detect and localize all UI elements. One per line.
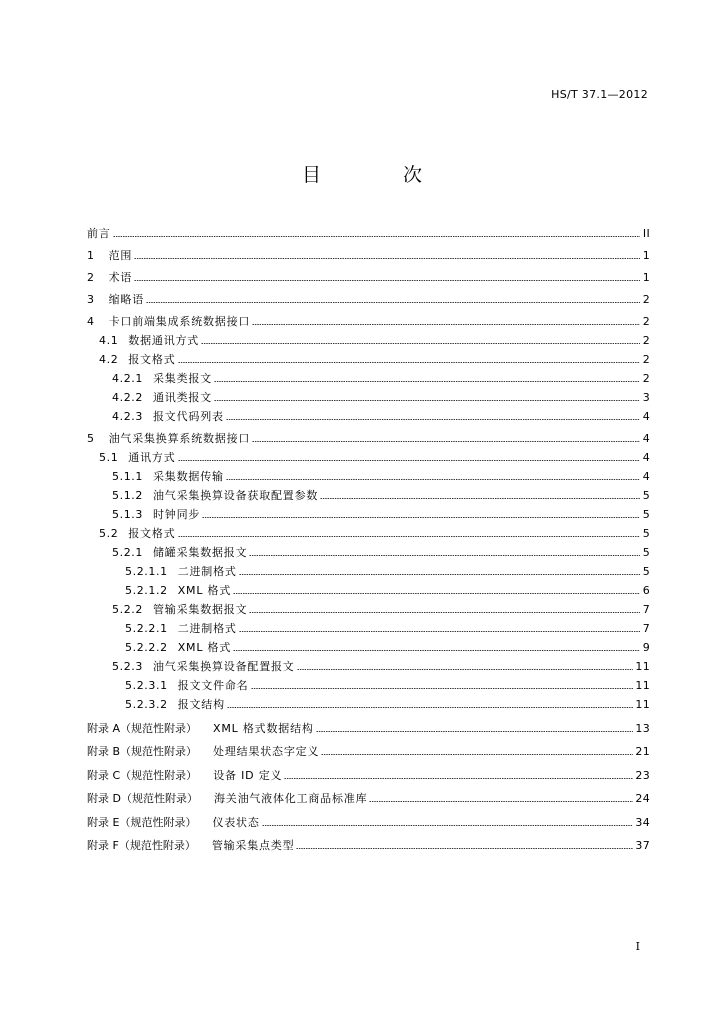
toc-entry-title: 二进制格式	[177, 622, 237, 635]
toc-entry-title: XML 格式	[177, 641, 232, 654]
toc-entry[interactable]	[87, 758, 650, 782]
dot-leader	[321, 753, 633, 756]
dot-leader	[249, 554, 640, 557]
toc-entry-title: 数据通讯方式	[128, 334, 200, 347]
toc-entry-title: 储罐采集数据报文	[153, 546, 248, 559]
toc-entry[interactable]	[87, 385, 650, 404]
dot-leader	[227, 706, 634, 709]
toc-entry-number: 5.2.1.1	[125, 565, 168, 578]
toc-entry-number: 5.2.2.2	[125, 641, 168, 654]
toc-entry-title: 通讯方式	[128, 451, 176, 464]
toc-entry-number: 5	[87, 432, 95, 445]
toc-entry[interactable]	[87, 782, 650, 806]
toc-entry-page: 5	[642, 508, 650, 521]
dot-leader	[201, 342, 640, 345]
toc-entry-page: 5	[642, 565, 650, 578]
toc-entry-number: 4	[87, 315, 95, 328]
toc-entry-page: 2	[642, 372, 650, 385]
dot-leader	[226, 418, 640, 421]
toc-entry-title: 设备 ID 定义	[213, 768, 283, 782]
toc-entry-title: 处理结果状态字定义	[213, 745, 320, 758]
toc-entry-page: 2	[642, 293, 650, 306]
toc-entry-page: 34	[635, 815, 650, 829]
toc-entry-number: 5.2.2	[112, 603, 143, 616]
toc-entry-number: 1	[87, 249, 95, 262]
toc-entry[interactable]	[87, 306, 650, 328]
toc-entry-title: 报文格式	[128, 353, 176, 366]
toc-entry[interactable]	[87, 284, 650, 306]
toc-entry[interactable]	[87, 328, 650, 347]
toc-entry-number: 附录 E（规范性附录）	[87, 815, 197, 829]
toc-entry-page: 1	[642, 249, 650, 262]
toc-entry-page: 2	[642, 315, 650, 328]
toc-entry-number: 附录 C（规范性附录）	[87, 768, 198, 782]
dot-leader	[202, 516, 640, 519]
toc-entry-title: 卡口前端集成系统数据接口	[108, 315, 251, 328]
standard-code: HS/T 37.1—2012	[551, 88, 648, 101]
dot-leader	[226, 478, 640, 481]
dot-leader	[369, 800, 633, 803]
toc-entry[interactable]	[87, 829, 650, 853]
toc-entry-page: 24	[635, 792, 650, 805]
dot-leader	[239, 573, 640, 576]
toc-entry-number: 5.2.3.2	[125, 698, 168, 711]
toc-entry-page: 5	[642, 527, 650, 540]
dot-leader	[233, 592, 640, 595]
toc-entry[interactable]	[87, 635, 650, 654]
toc-entry-title: 油气采集换算系统数据接口	[108, 432, 251, 445]
dot-leader	[178, 459, 641, 462]
dot-leader	[214, 399, 640, 402]
toc-entry-number: 附录 D（规范性附录）	[87, 792, 198, 805]
toc-entry-title: 仪表状态	[212, 815, 260, 829]
toc-entry-page: 21	[635, 745, 650, 758]
dot-leader	[113, 235, 640, 238]
toc-entry-title: 前言	[87, 227, 111, 240]
dot-leader	[239, 630, 640, 633]
toc-entry-number: 5.2.1	[112, 546, 143, 559]
toc-entry-title: 油气采集换算设备配置报文	[153, 660, 295, 673]
toc-entry-number: 附录 A（规范性附录）	[87, 721, 198, 735]
toc-entry-number: 5.1.1	[112, 470, 143, 483]
toc-entry-title: 海关油气液体化工商品标准库	[213, 792, 368, 805]
toc-entry-number: 5.2.3.1	[125, 679, 168, 692]
toc-entry[interactable]	[87, 464, 650, 483]
toc-entry-number: 2	[87, 271, 95, 284]
toc-entry-title: 时钟同步	[153, 508, 201, 521]
toc-entry[interactable]	[87, 673, 650, 692]
dot-leader	[134, 279, 640, 282]
toc-entry-number: 4.2.3	[112, 410, 143, 423]
toc-entry-page: 4	[642, 410, 650, 423]
toc-entry-number: 附录 B（规范性附录）	[87, 745, 198, 758]
page-title: 目 次	[301, 164, 461, 186]
toc-entry-number: 5.2	[99, 527, 119, 540]
toc-entry-number: 3	[87, 293, 95, 306]
toc-entry-title: 报文代码列表	[153, 410, 224, 423]
toc-entry[interactable]	[87, 711, 650, 735]
toc-entry-title: 缩略语	[108, 293, 145, 306]
toc-entry[interactable]	[87, 366, 650, 385]
toc-entry-title: 采集类报文	[153, 372, 212, 385]
dot-leader	[316, 730, 634, 733]
toc-entry-title: XML 格式	[177, 584, 232, 597]
dot-leader	[214, 380, 640, 383]
table-of-contents	[87, 218, 650, 852]
toc-entry-page: 7	[642, 622, 650, 635]
toc-entry-page: 37	[635, 839, 650, 852]
toc-entry-number: 5.1	[99, 451, 119, 464]
toc-entry[interactable]	[87, 445, 650, 464]
toc-entry-number: 附录 F（规范性附录）	[87, 839, 196, 852]
toc-entry[interactable]	[87, 559, 650, 578]
toc-entry-title: 通讯类报文	[153, 391, 212, 404]
dot-leader	[252, 323, 640, 326]
toc-entry-page: 11	[635, 698, 650, 711]
toc-entry[interactable]	[87, 521, 650, 540]
toc-entry-page: 23	[635, 768, 650, 782]
toc-entry-number: 4.2.2	[112, 391, 143, 404]
toc-entry-page: 5	[642, 489, 650, 502]
toc-entry[interactable]	[87, 735, 650, 759]
toc-entry[interactable]	[87, 404, 650, 423]
toc-entry-page: 13	[635, 721, 650, 735]
toc-entry-number: 5.2.3	[112, 660, 143, 673]
toc-entry-title: 报文格式	[128, 527, 176, 540]
toc-entry-title: 范围	[108, 249, 133, 262]
toc-entry[interactable]	[87, 347, 650, 366]
dot-leader	[178, 361, 641, 364]
toc-entry-number: 5.2.1.2	[125, 584, 168, 597]
toc-entry-page: 2	[642, 334, 650, 347]
dot-leader	[297, 668, 634, 671]
toc-entry-page: 4	[642, 432, 650, 445]
dot-leader	[262, 824, 634, 827]
toc-entry[interactable]	[87, 262, 650, 284]
toc-entry[interactable]	[87, 240, 650, 262]
toc-entry-page: 11	[635, 679, 650, 692]
toc-entry-page: 5	[642, 546, 650, 559]
dot-leader	[296, 847, 633, 850]
toc-entry-page: 4	[642, 470, 650, 483]
toc-entry-page: II	[642, 227, 650, 240]
toc-entry[interactable]	[87, 483, 650, 502]
page-number: I	[635, 940, 640, 953]
toc-entry-title: 油气采集换算设备获取配置参数	[153, 489, 319, 502]
toc-entry[interactable]	[87, 540, 650, 559]
toc-entry-number: 4.1	[99, 334, 119, 347]
dot-leader	[178, 535, 641, 538]
toc-entry-page: 3	[642, 391, 650, 404]
toc-entry[interactable]	[87, 597, 650, 616]
toc-entry[interactable]	[87, 218, 650, 240]
toc-entry-title: XML 格式数据结构	[213, 721, 314, 735]
dot-leader	[134, 257, 640, 260]
dot-leader	[252, 440, 640, 443]
toc-entry-page: 4	[642, 451, 650, 464]
toc-entry-page: 11	[635, 660, 650, 673]
toc-entry-title: 报文结构	[177, 698, 225, 711]
toc-entry[interactable]	[87, 654, 650, 673]
toc-entry[interactable]	[87, 805, 650, 829]
toc-entry-number: 5.1.2	[112, 489, 143, 502]
toc-entry-title: 二进制格式	[177, 565, 237, 578]
dot-leader	[146, 301, 640, 304]
toc-entry-title: 管输采集点类型	[211, 839, 295, 852]
toc-entry-title: 报文文件命名	[177, 679, 249, 692]
toc-entry[interactable]	[87, 692, 650, 711]
dot-leader	[320, 497, 640, 500]
toc-entry-title: 采集数据传输	[153, 470, 224, 483]
toc-entry-title: 管输采集数据报文	[153, 603, 248, 616]
dot-leader	[251, 687, 634, 690]
toc-entry-number: 4.2.1	[112, 372, 143, 385]
toc-entry-page: 6	[642, 584, 650, 597]
toc-entry-number: 4.2	[99, 353, 119, 366]
toc-entry[interactable]	[87, 502, 650, 521]
toc-entry-number: 5.1.3	[112, 508, 143, 521]
toc-entry-title: 术语	[108, 271, 133, 284]
toc-entry[interactable]	[87, 423, 650, 445]
toc-entry-page: 1	[642, 271, 650, 284]
toc-entry-page: 7	[642, 603, 650, 616]
toc-entry-page: 9	[642, 641, 650, 654]
dot-leader	[249, 611, 640, 614]
dot-leader	[233, 649, 640, 652]
toc-entry-page: 2	[642, 353, 650, 366]
toc-entry[interactable]	[87, 578, 650, 597]
dot-leader	[284, 777, 633, 780]
toc-entry[interactable]	[87, 616, 650, 635]
toc-entry-number: 5.2.2.1	[125, 622, 168, 635]
